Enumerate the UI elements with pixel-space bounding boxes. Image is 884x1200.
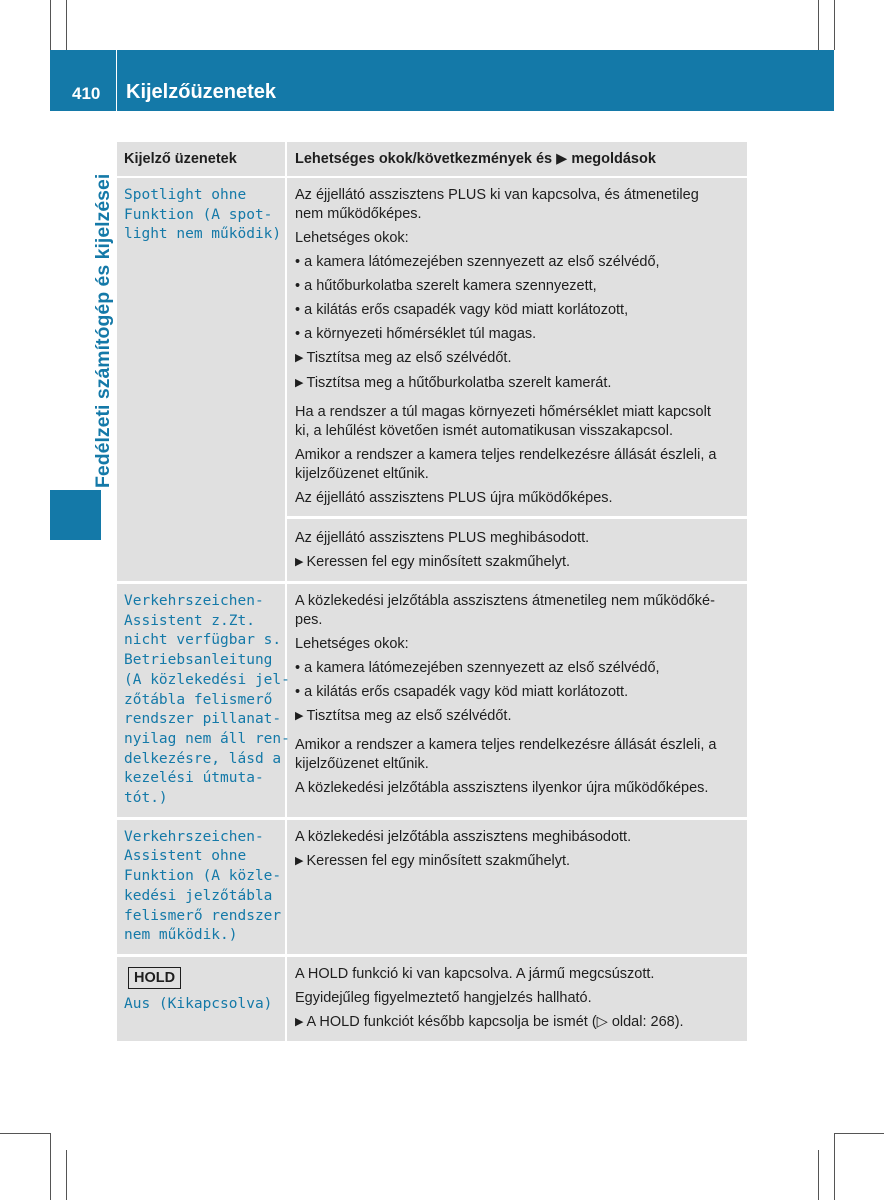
table-row: [117, 178, 747, 584]
message-line: Assistent ohne: [124, 848, 247, 865]
text-line: Az éjjellátó asszisztens PLUS ki van kapcsolva, és átmenetileg: [295, 187, 699, 203]
crop-mark: [50, 1133, 51, 1200]
crop-mark: [66, 0, 67, 50]
message-line: kedési jelzőtábla: [124, 887, 273, 904]
text-line: Egyidejűleg figyelmeztető hangjelzés hallható.: [295, 989, 592, 1006]
text-line: kijelzőüzenet eltűnik.: [295, 756, 429, 772]
message-line: nem működik.): [124, 927, 238, 944]
action-step: ▶ A HOLD funkciót később kapcsolja be ismét (▷ oldal: 268).: [295, 1013, 739, 1033]
side-tab-marker: [50, 490, 101, 540]
crop-mark: [834, 1133, 835, 1200]
display-message: [117, 584, 290, 817]
causes-cell: [287, 957, 747, 1041]
hold-button-symbol: HOLD: [128, 967, 181, 989]
message-line: felismerő rendszer: [124, 907, 282, 924]
text-line: A közlekedési jelzőtábla asszisztens ilyenkor újra működőképes.: [295, 780, 709, 796]
bullet-item: • a kamera látómezejében szennyezett az első szélvédő,: [295, 659, 739, 678]
causes-cell: [287, 584, 747, 817]
text-line: Lehetséges okok:: [295, 230, 409, 246]
text-line: Ha a rendszer a túl magas környezeti hőmérséklet miatt kapcsolt: [295, 404, 711, 420]
text-line: Lehetséges okok:: [295, 636, 409, 652]
crop-mark: [0, 1133, 50, 1134]
action-step: ▶ Keressen fel egy minősített szakműhelyt.: [295, 852, 739, 872]
crop-mark: [834, 1133, 884, 1134]
message-line: Assistent z.Zt.: [124, 612, 255, 629]
crop-mark: [834, 0, 835, 50]
page-number: 410: [72, 84, 101, 103]
crop-mark: [66, 1150, 67, 1200]
message-line: Funktion (A közle‑: [124, 868, 282, 885]
text-line: Amikor a rendszer a kamera teljes rendelkezésre állását észleli, a: [295, 737, 717, 753]
message-line: light nem működik): [124, 226, 282, 243]
action-step: ▶ Tisztítsa meg az első szélvédőt.: [295, 349, 739, 369]
crop-mark: [50, 0, 51, 50]
header-divider: [116, 50, 117, 111]
text-line: nem működőképes.: [295, 206, 422, 222]
action-step: ▶ Tisztítsa meg az első szélvédőt.: [295, 707, 739, 727]
display-message: [117, 957, 287, 1041]
message-line: Funktion (A spot‑: [124, 206, 273, 223]
text-line: A HOLD funkció ki van kapcsolva. A jármű megcsúszott.: [295, 965, 655, 982]
section-title: Kijelzőüzenetek: [126, 81, 277, 103]
table-row: [117, 584, 747, 820]
text-line: ki, a lehűlést követően ismét automatikusan visszakapcsol.: [295, 423, 673, 439]
message-line: (A közlekedési jel‑: [124, 671, 290, 688]
text-line: pes.: [295, 612, 323, 628]
bullet-item: • a hűtőburkolatba szerelt kamera szennyezett,: [295, 277, 739, 296]
bullet-item: • a kilátás erős csapadék vagy köd miatt korlátozott.: [295, 683, 739, 702]
message-line: delkezésre, lásd a: [124, 750, 282, 767]
text-line: Az éjjellátó asszisztens PLUS újra működőképes.: [295, 490, 613, 506]
crop-mark: [818, 0, 819, 50]
causes-subcell: [287, 516, 747, 573]
chapter-side-title: Fedélzeti számítógép és kijelzései: [92, 173, 114, 488]
column-header-messages: Kijelző üzenetek: [117, 142, 287, 176]
text-line: A közlekedési jelzőtábla asszisztens meghibásodott.: [295, 828, 632, 845]
bullet-item: • a környezeti hőmérséklet túl magas.: [295, 325, 739, 344]
messages-table: [117, 142, 747, 1041]
message-line: rendszer pillanat‑: [124, 711, 282, 728]
display-message: [117, 820, 287, 954]
causes-cell: [287, 178, 747, 581]
display-message: [117, 178, 287, 581]
text-line: kijelzőüzenet eltűnik.: [295, 466, 429, 482]
crop-mark: [818, 1150, 819, 1200]
message-line: Aus (Kikapcsolva): [124, 995, 273, 1012]
message-line: Verkehrszeichen‑: [124, 593, 264, 609]
message-line: kezelési útmuta‑: [124, 770, 264, 787]
table-header-row: [117, 142, 747, 178]
table-row: [117, 820, 747, 957]
causes-cell: [287, 820, 747, 954]
message-line: nicht verfügbar s.: [124, 632, 282, 649]
message-line: Betriebsanleitung: [124, 652, 273, 669]
text-line: Amikor a rendszer a kamera teljes rendelkezésre állását észleli, a: [295, 447, 717, 463]
text-line: Az éjjellátó asszisztens PLUS meghibásodott.: [295, 530, 590, 546]
bullet-item: • a kamera látómezejében szennyezett az első szélvédő,: [295, 253, 739, 272]
message-line: nyilag nem áll ren‑: [124, 730, 290, 747]
message-line: Spotlight ohne: [124, 187, 247, 203]
message-line: zőtábla felismerő: [124, 691, 273, 708]
message-line: tót.): [124, 790, 168, 807]
text-line: A közlekedési jelzőtábla asszisztens átmenetileg nem működőké‑: [295, 593, 715, 609]
bullet-item: • a kilátás erős csapadék vagy köd miatt korlátozott,: [295, 301, 739, 320]
column-header-causes: Lehetséges okok/következmények és ▶ megoldások: [295, 151, 656, 167]
message-line: Verkehrszeichen‑: [124, 828, 264, 845]
action-step: ▶ Keressen fel egy minősített szakműhelyt.: [295, 553, 739, 573]
action-step: ▶ Tisztítsa meg a hűtőburkolatba szerelt kamerát.: [295, 374, 739, 394]
table-row: [117, 957, 747, 1041]
